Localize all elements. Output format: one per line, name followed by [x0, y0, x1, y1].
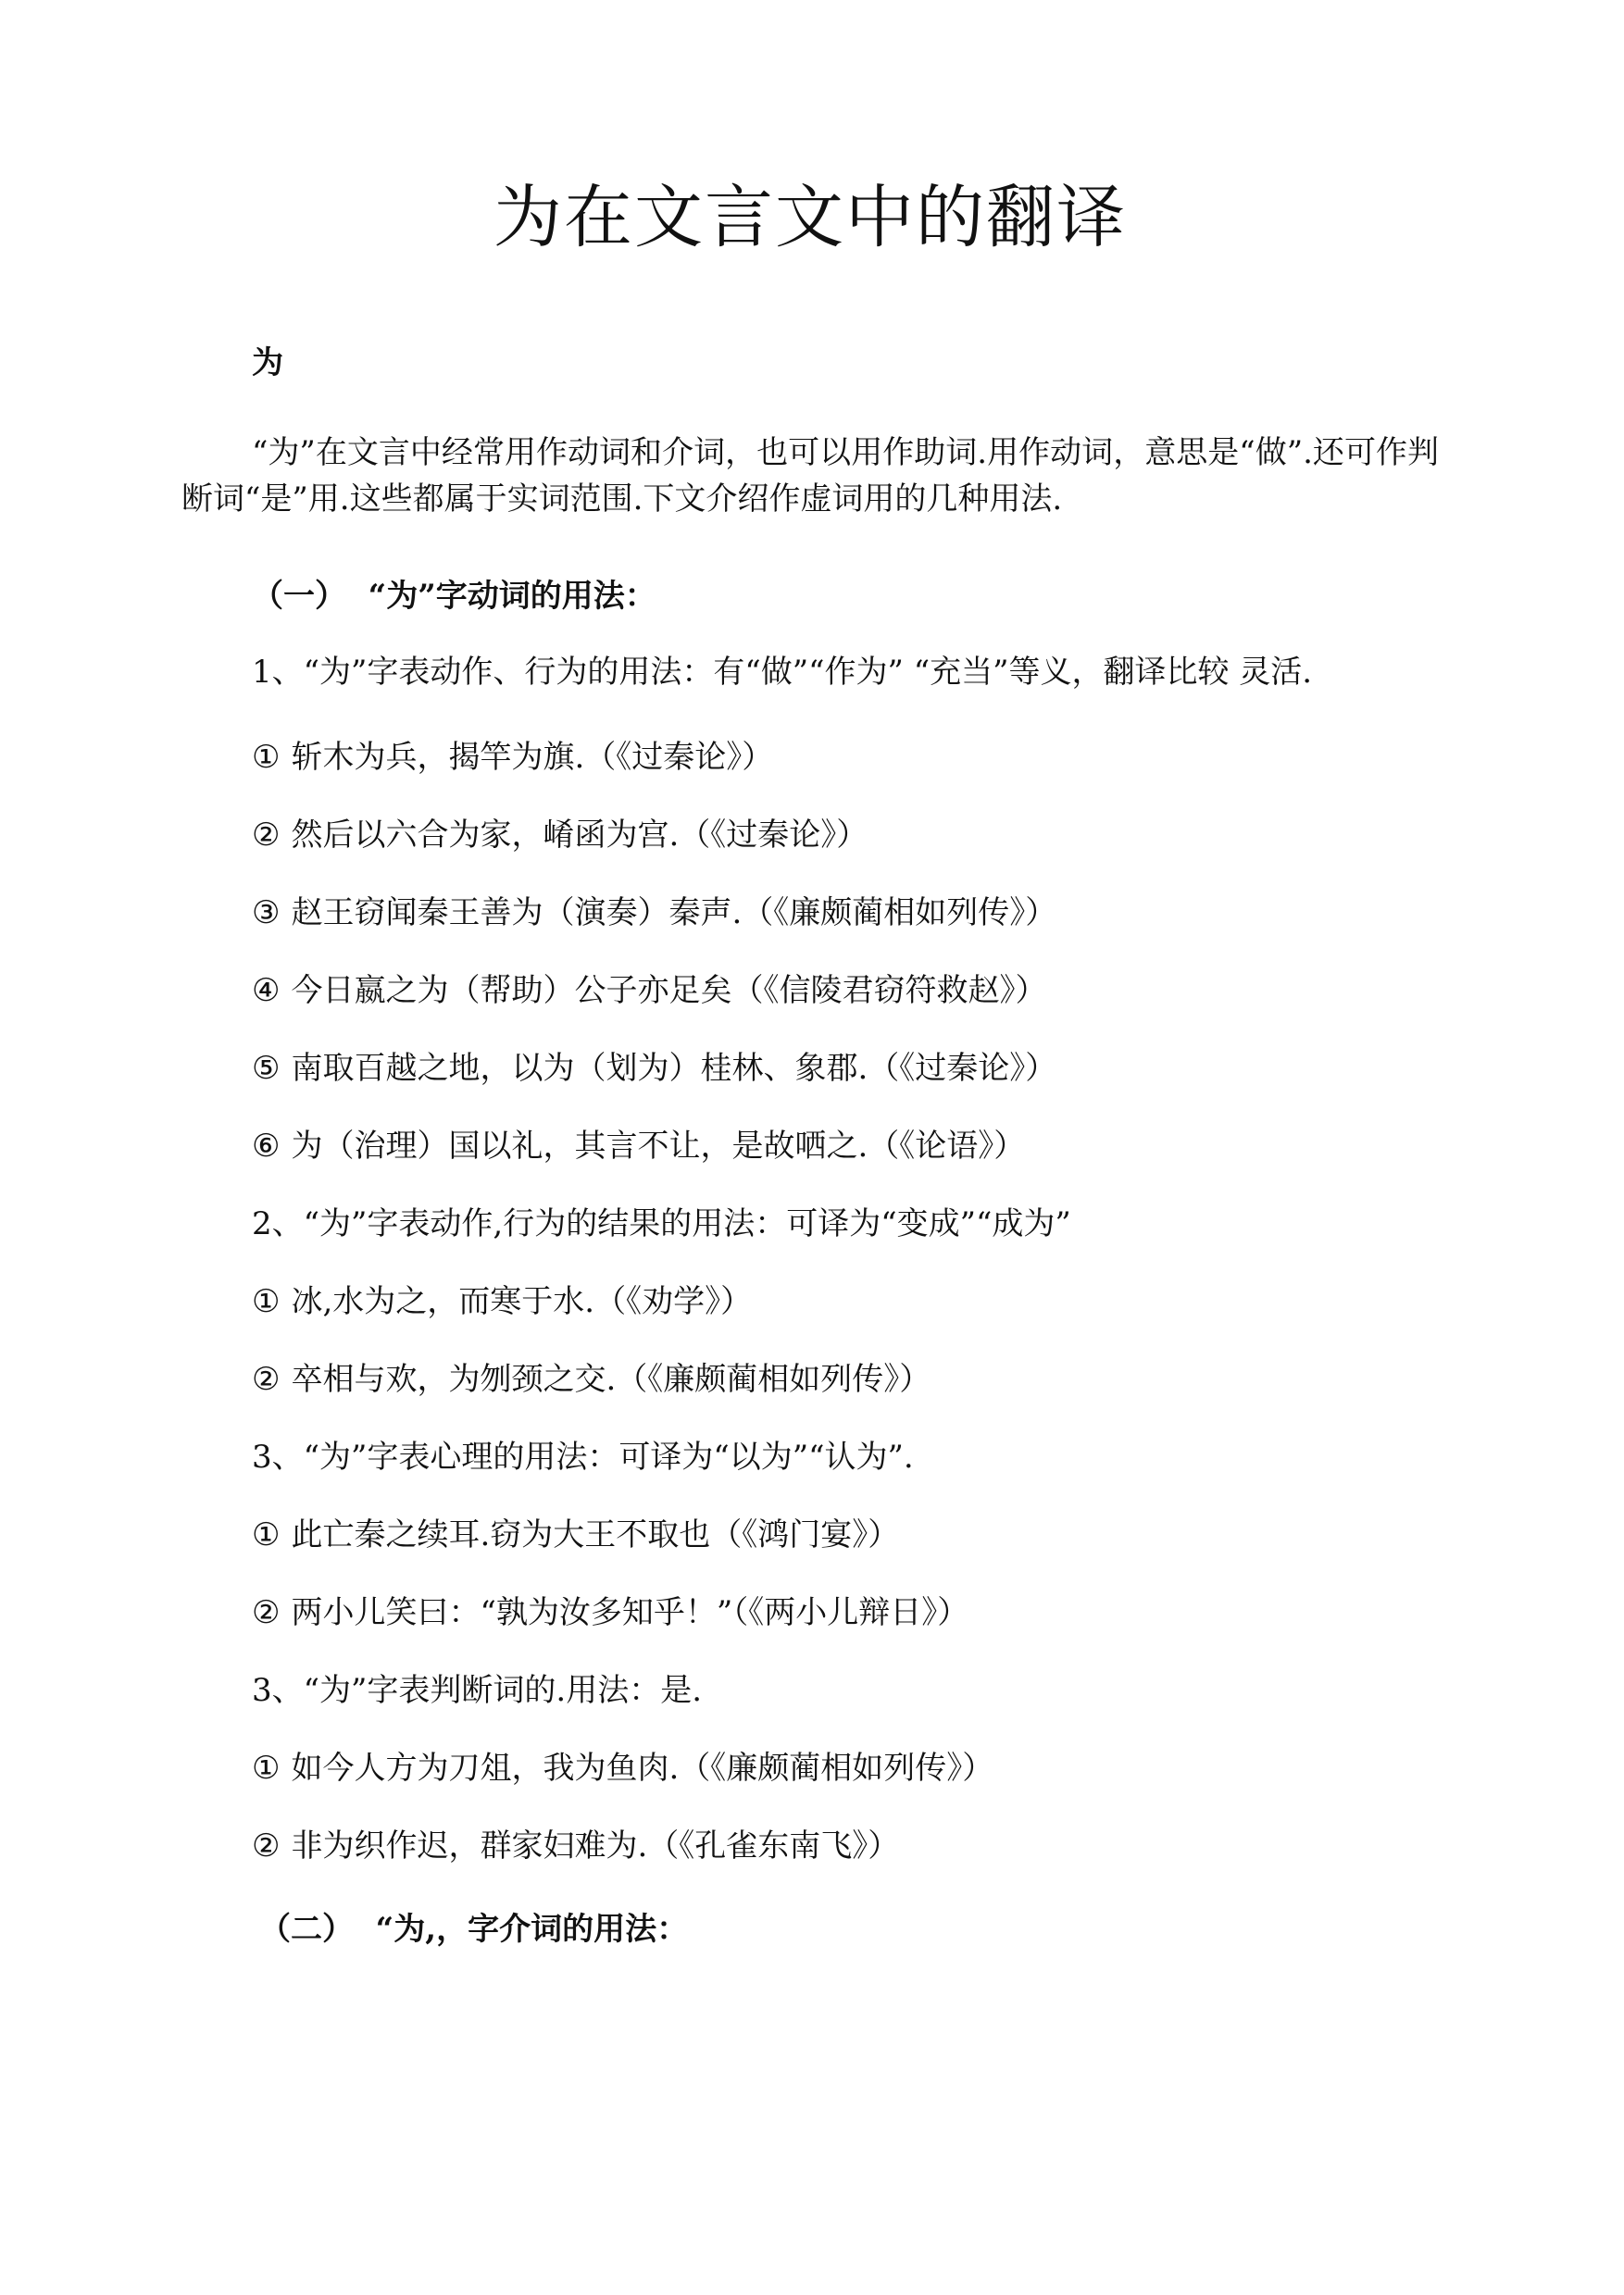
example-text: 非为织作迟，群家妇难为.（《孔雀东南飞》） [291, 1827, 900, 1865]
example-item [181, 815, 1439, 855]
example-number: ⑥ [252, 1128, 281, 1165]
example-item [181, 1515, 1439, 1555]
example-text: 为（治理）国以礼，其言不让，是故哂之.（《论语》） [291, 1128, 1026, 1165]
example-text: 冰,水为之，而寒于水.（《劝学》） [291, 1283, 753, 1320]
example-number: ③ [252, 894, 281, 931]
example-item [181, 892, 1439, 933]
point-3: 3、“为”字表心理的用法：可译为“以为”“认为”. [252, 1439, 914, 1476]
example-item [181, 970, 1439, 1011]
example-text: 南取百越之地，以为（划为）桂林、象郡.（《过秦论》） [291, 1050, 1057, 1087]
example-item [181, 1281, 1439, 1322]
example-text: 两小儿笑曰：“孰为汝多知乎！”（《两小儿辩日》） [291, 1594, 969, 1631]
example-number: ② [252, 817, 281, 854]
point-1: 1、“为”字表动作、行为的用法：有“做”“作为” “充当”等义，翻译比较 灵活. [252, 654, 1313, 691]
example-number: ① [252, 1283, 281, 1320]
example-item [181, 1748, 1439, 1789]
example-number: ② [252, 1827, 281, 1865]
intro-paragraph: “为”在文言中经常用作动词和介词，也可以用作助词.用作动词，意思是“做”.还可作判断词“是”用.这些都属于实词范围.下文介绍作虚词用的几种用法. [181, 434, 1439, 518]
example-item [181, 1126, 1439, 1166]
example-number: ② [252, 1361, 281, 1398]
example-text: 如今人方为刀俎，我为鱼肉.（《廉颇蔺相如列传》） [291, 1750, 994, 1787]
example-item [181, 1592, 1439, 1633]
point-4: 3、“为”字表判断词的.用法：是. [252, 1672, 703, 1709]
example-number: ① [252, 1516, 281, 1553]
example-text: 今日嬴之为（帮助）公子亦足矣（《信陵君窃符救赵》） [291, 972, 1047, 1009]
section-title-2: （二） “为,，字介词的用法： [259, 1911, 689, 1948]
document-title: 为在文言文中的翻译 [493, 178, 1127, 257]
example-number: ① [252, 1750, 281, 1787]
example-text: 此亡秦之续耳.窃为大王不取也（《鸿门宴》） [291, 1516, 900, 1553]
example-number: ① [252, 739, 281, 776]
example-item [181, 1826, 1439, 1866]
example-item [181, 1359, 1439, 1400]
example-item [181, 737, 1439, 778]
example-text: 卒相与欢，为刎颈之交.（《廉颇蔺相如列传》） [291, 1361, 931, 1398]
example-number: ② [252, 1594, 281, 1631]
example-number: ⑤ [252, 1050, 281, 1087]
section-title-1: （一） “为”字动词的用法： [252, 578, 656, 615]
example-number: ④ [252, 972, 281, 1009]
example-text: 斩木为兵，揭竿为旗.（《过秦论》） [291, 739, 774, 776]
example-text: 然后以六合为家，崤函为宫.（《过秦论》） [291, 817, 868, 854]
point-2: 2、“为”字表动作,行为的结果的用法：可译为“变成”“成为” [252, 1205, 1071, 1242]
example-item [181, 1048, 1439, 1089]
section-heading: 为 [252, 344, 283, 381]
example-text: 赵王窃闻秦王善为（演奏）秦声.（《廉颇蔺相如列传》） [291, 894, 1057, 931]
